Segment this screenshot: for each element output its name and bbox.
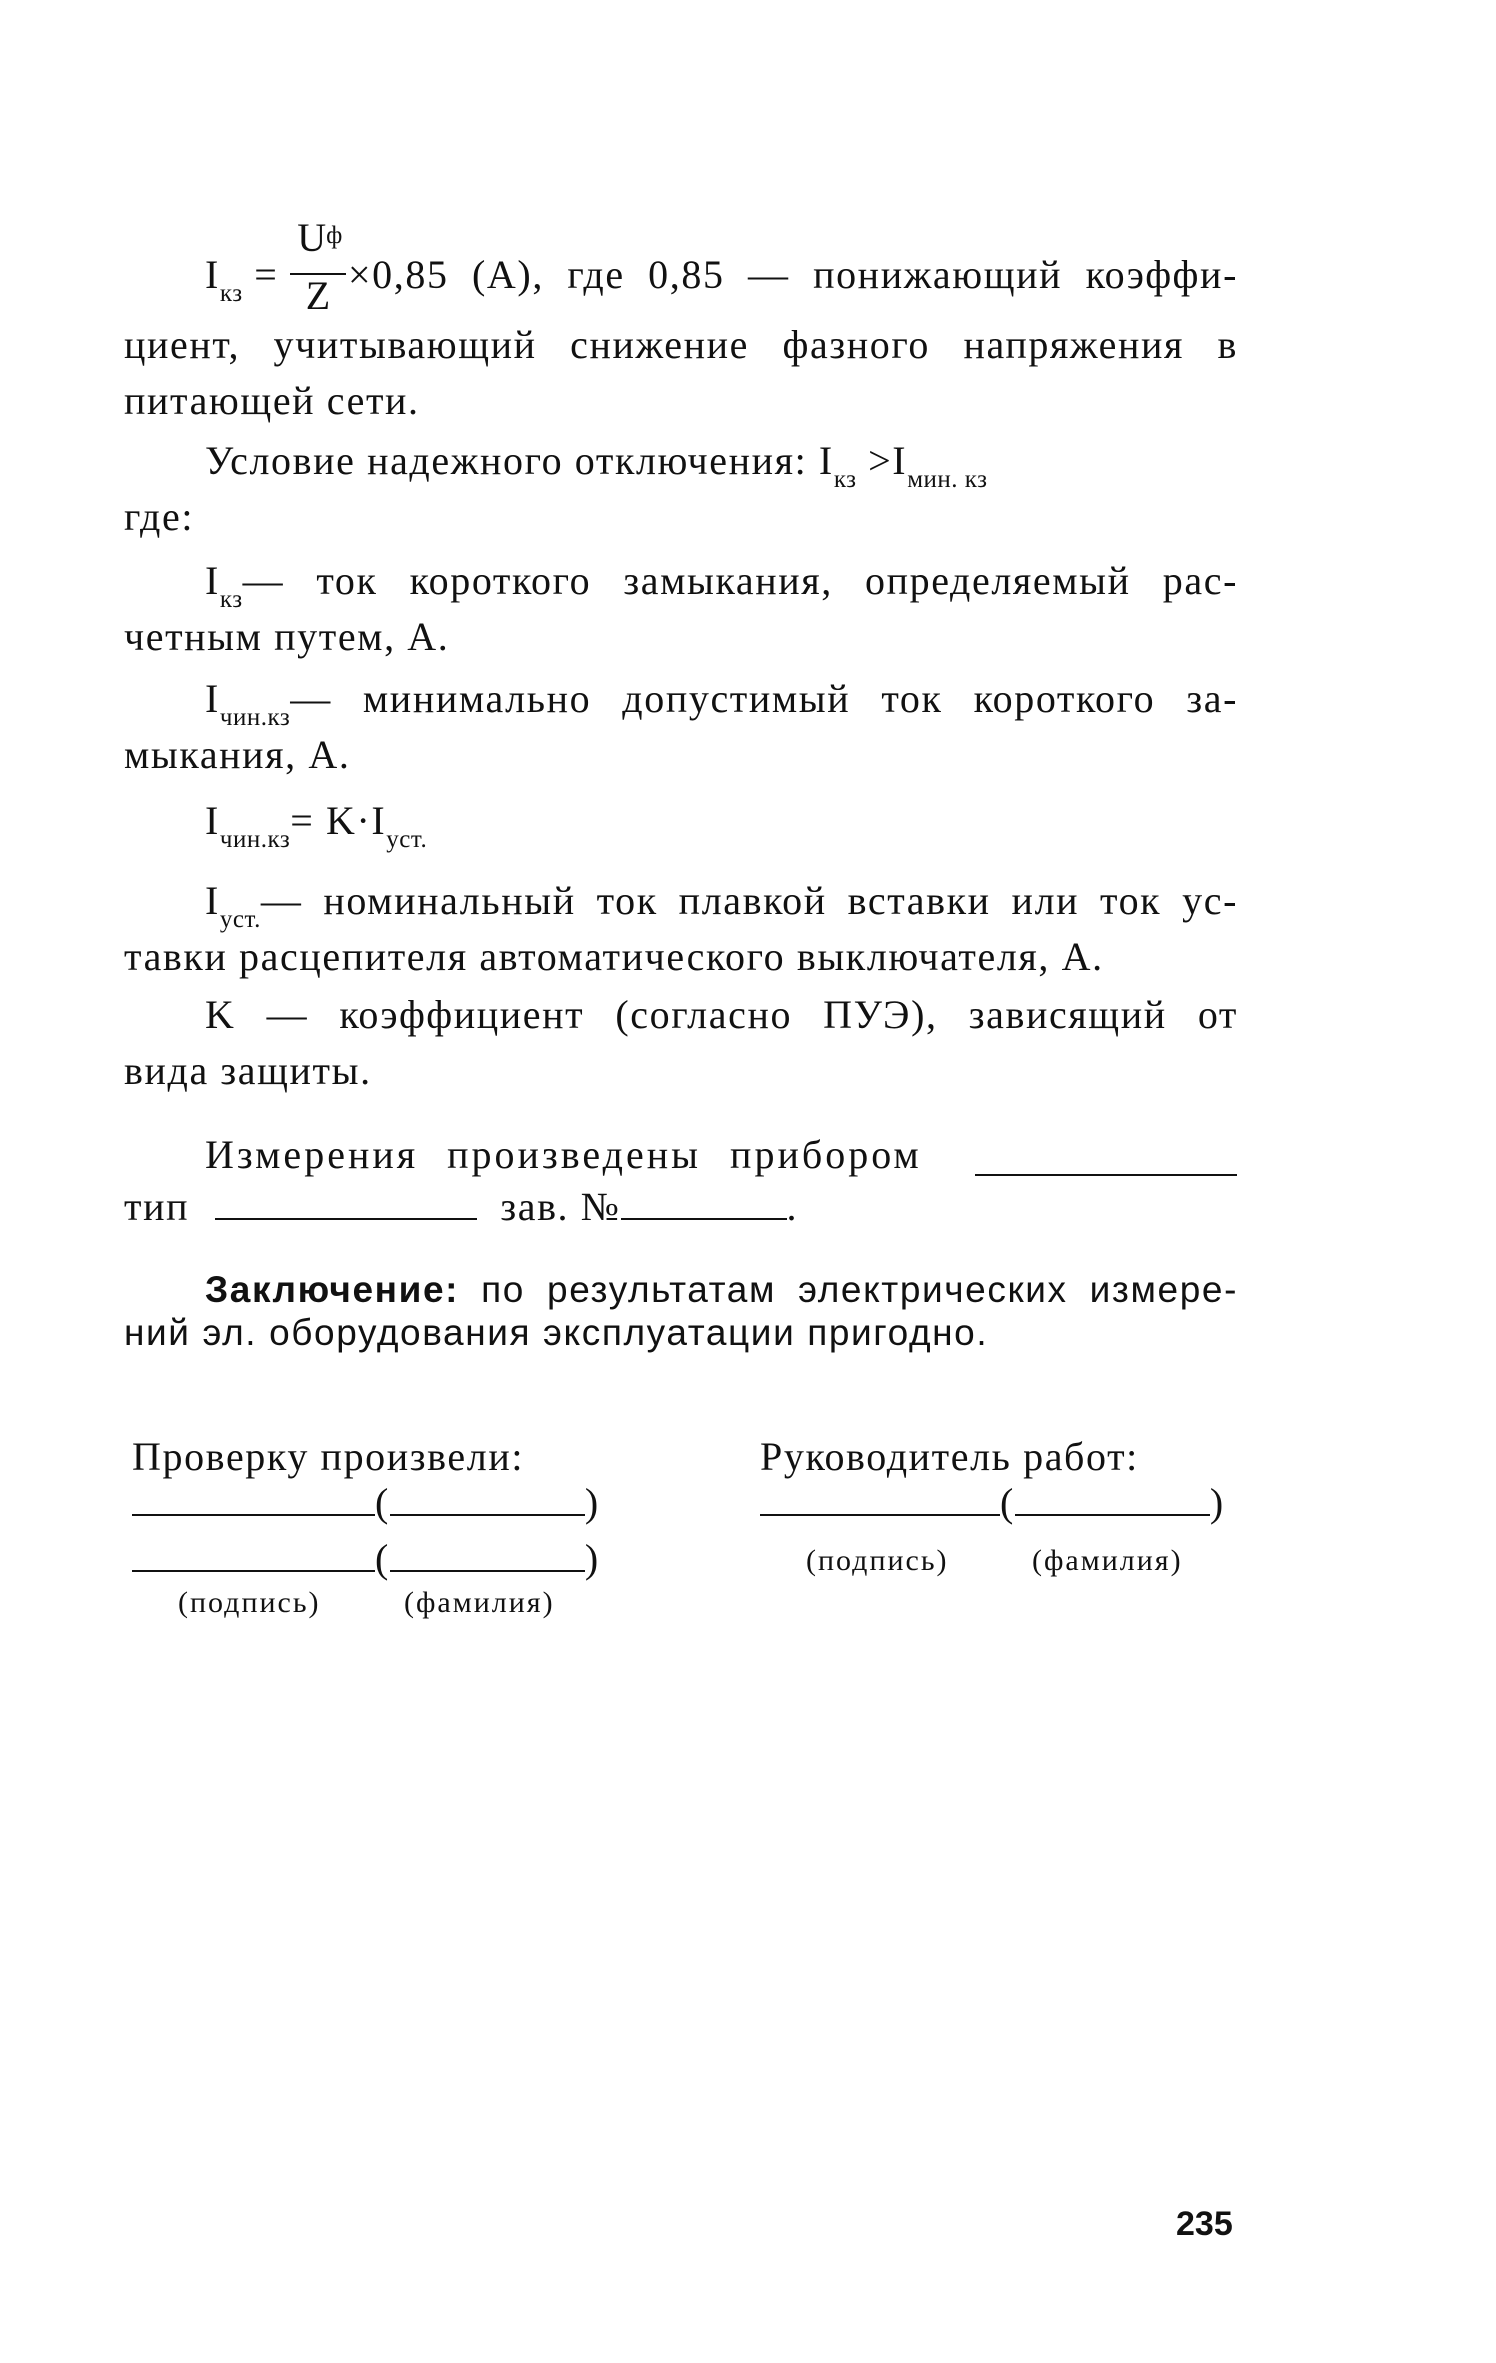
def1-line1: $I_{кз}—$ ток короткого замыкания, определяемый рас- <box>205 558 1238 613</box>
def1-line2: четным путем, А. <box>124 614 450 659</box>
formula-numerator-sub: ф <box>326 222 343 249</box>
condition-line: Условие надежного отключения: $I_{кз} >I_{мин. кз}$ <box>205 438 988 493</box>
formula-numerator: $U^ф$ <box>297 215 343 260</box>
device-type-field[interactable] <box>215 1182 477 1220</box>
left-signature-row1: ( ) <box>132 1476 600 1530</box>
right-caption-surname: (фамилия) <box>1032 1544 1183 1577</box>
left-surname-field-1[interactable] <box>390 1478 585 1516</box>
conclusion-line1: Заключение: по результатам электрических измере- <box>205 1269 1238 1310</box>
measure-line1 <box>205 1128 1238 1182</box>
serial-number-field[interactable] <box>621 1182 787 1220</box>
conclusion-line2: ний эл. оборудования эксплуатации пригодно. <box>124 1312 989 1353</box>
measure-line2: тип зав. № . <box>124 1184 799 1229</box>
device-name-field[interactable] <box>975 1138 1237 1176</box>
left-signature-row2: ( ) <box>132 1532 600 1586</box>
right-signature-field[interactable] <box>760 1478 1000 1516</box>
def3-line1: $I_{уст.}—$ номинальный ток плавкой вставки или ток ус- <box>205 878 1238 933</box>
formula-lhs-sub: кз <box>219 280 243 307</box>
formula2: $I_{чин.кз}= K\cdot I_{уст.}$ <box>205 798 428 853</box>
left-signature-field-1[interactable] <box>132 1478 375 1516</box>
def2-line1: $I_{чин.кз}—$ минимально допустимый ток короткого за- <box>205 676 1238 731</box>
left-caption-signature: (подпись) <box>178 1586 321 1619</box>
page-number: 235 <box>1176 2205 1233 2243</box>
formula-denominator: Z <box>305 273 331 318</box>
formula-eq: = <box>254 252 279 297</box>
right-surname-field[interactable] <box>1015 1478 1210 1516</box>
conclusion-label: Заключение: <box>205 1269 460 1310</box>
def3-line2: тавки расцепителя автоматического выключателя, А. <box>124 934 1104 979</box>
left-caption-surname: (фамилия) <box>404 1586 555 1619</box>
para1-line3: питающей сети. <box>124 378 420 423</box>
right-caption-signature: (подпись) <box>806 1544 949 1577</box>
where-label: где: <box>124 494 195 539</box>
right-signature-row1: ( ) <box>760 1476 1225 1530</box>
measure-label: Измерения произведены прибором <box>205 1132 922 1177</box>
formula-rest: ×0,85 (А), где 0,85 — понижающий коэффи- <box>348 252 1238 297</box>
formula-lhs: I <box>205 252 220 297</box>
def4-line1: K — коэффициент (согласно ПУЭ), зависящий от <box>205 992 1238 1037</box>
left-surname-field-2[interactable] <box>390 1534 585 1572</box>
para1-line2: циент, учитывающий снижение фазного напряжения в <box>124 322 1238 367</box>
type-label: тип <box>124 1184 190 1229</box>
left-signature-field-2[interactable] <box>132 1534 375 1572</box>
right-signature-title: Руководитель работ: <box>760 1434 1139 1479</box>
left-signature-title: Проверку произвели: <box>132 1434 525 1479</box>
serial-label: зав. № <box>500 1184 621 1229</box>
formula-main <box>205 248 278 308</box>
def4-line2: вида защиты. <box>124 1048 372 1093</box>
def2-line2: мыкания, А. <box>124 732 351 777</box>
